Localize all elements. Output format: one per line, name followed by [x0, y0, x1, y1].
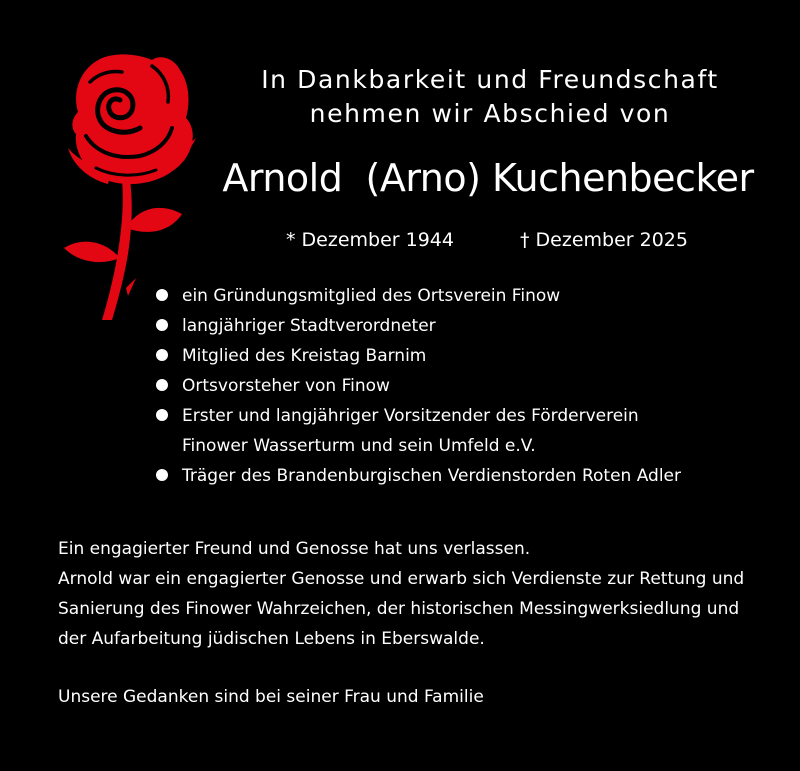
intro-line-2: nehmen wir Abschied von	[309, 99, 671, 128]
list-item-text: Erster und langjähriger Vorsitzender des Förderverein	[182, 406, 639, 426]
list-item-text: Träger des Brandenburgischen Verdienstorden Roten Adler	[182, 466, 681, 486]
paragraph-line: der Aufarbeitung jüdischen Lebens in Eberswalde.	[58, 629, 485, 649]
bullet-icon	[156, 409, 168, 421]
paragraph-line: Arnold war ein engagierter Genosse und erwarb sich Verdienste zur Rettung und	[58, 569, 745, 589]
achievements-list	[156, 281, 796, 491]
birth-date: * Dezember 1944	[286, 229, 454, 251]
list-item	[156, 401, 796, 461]
intro-line-1: In Dankbarkeit und Freundschaft	[261, 65, 719, 94]
bullet-icon	[156, 289, 168, 301]
paragraph-line: Sanierung des Finower Wahrzeichen, der historischen Messingwerksiedlung und	[58, 599, 740, 619]
death-date: † Dezember 2025	[520, 229, 688, 251]
list-item-text-continued: Finower Wasserturm und sein Umfeld e.V.	[182, 436, 536, 456]
list-item-text: Ortsvorsteher von Finow	[182, 376, 390, 396]
bullet-icon	[156, 469, 168, 481]
paragraph-line: Ein engagierter Freund und Genosse hat uns verlassen.	[58, 539, 531, 559]
bullet-icon	[156, 379, 168, 391]
tribute-paragraph	[58, 534, 794, 654]
list-item	[156, 371, 796, 401]
list-item	[156, 341, 796, 371]
list-item	[156, 311, 796, 341]
list-item-text: langjähriger Stadtverordneter	[182, 316, 436, 336]
bullet-icon	[156, 319, 168, 331]
list-item-text: Mitglied des Kreistag Barnim	[182, 346, 427, 366]
bullet-icon	[156, 349, 168, 361]
deceased-name: Arnold (Arno) Kuchenbecker	[222, 156, 754, 200]
closing-line: Unsere Gedanken sind bei seiner Frau und Familie	[58, 687, 484, 707]
list-item	[156, 281, 796, 311]
list-item	[156, 461, 796, 491]
list-item-text: ein Gründungsmitglied des Ortsverein Finow	[182, 286, 561, 306]
